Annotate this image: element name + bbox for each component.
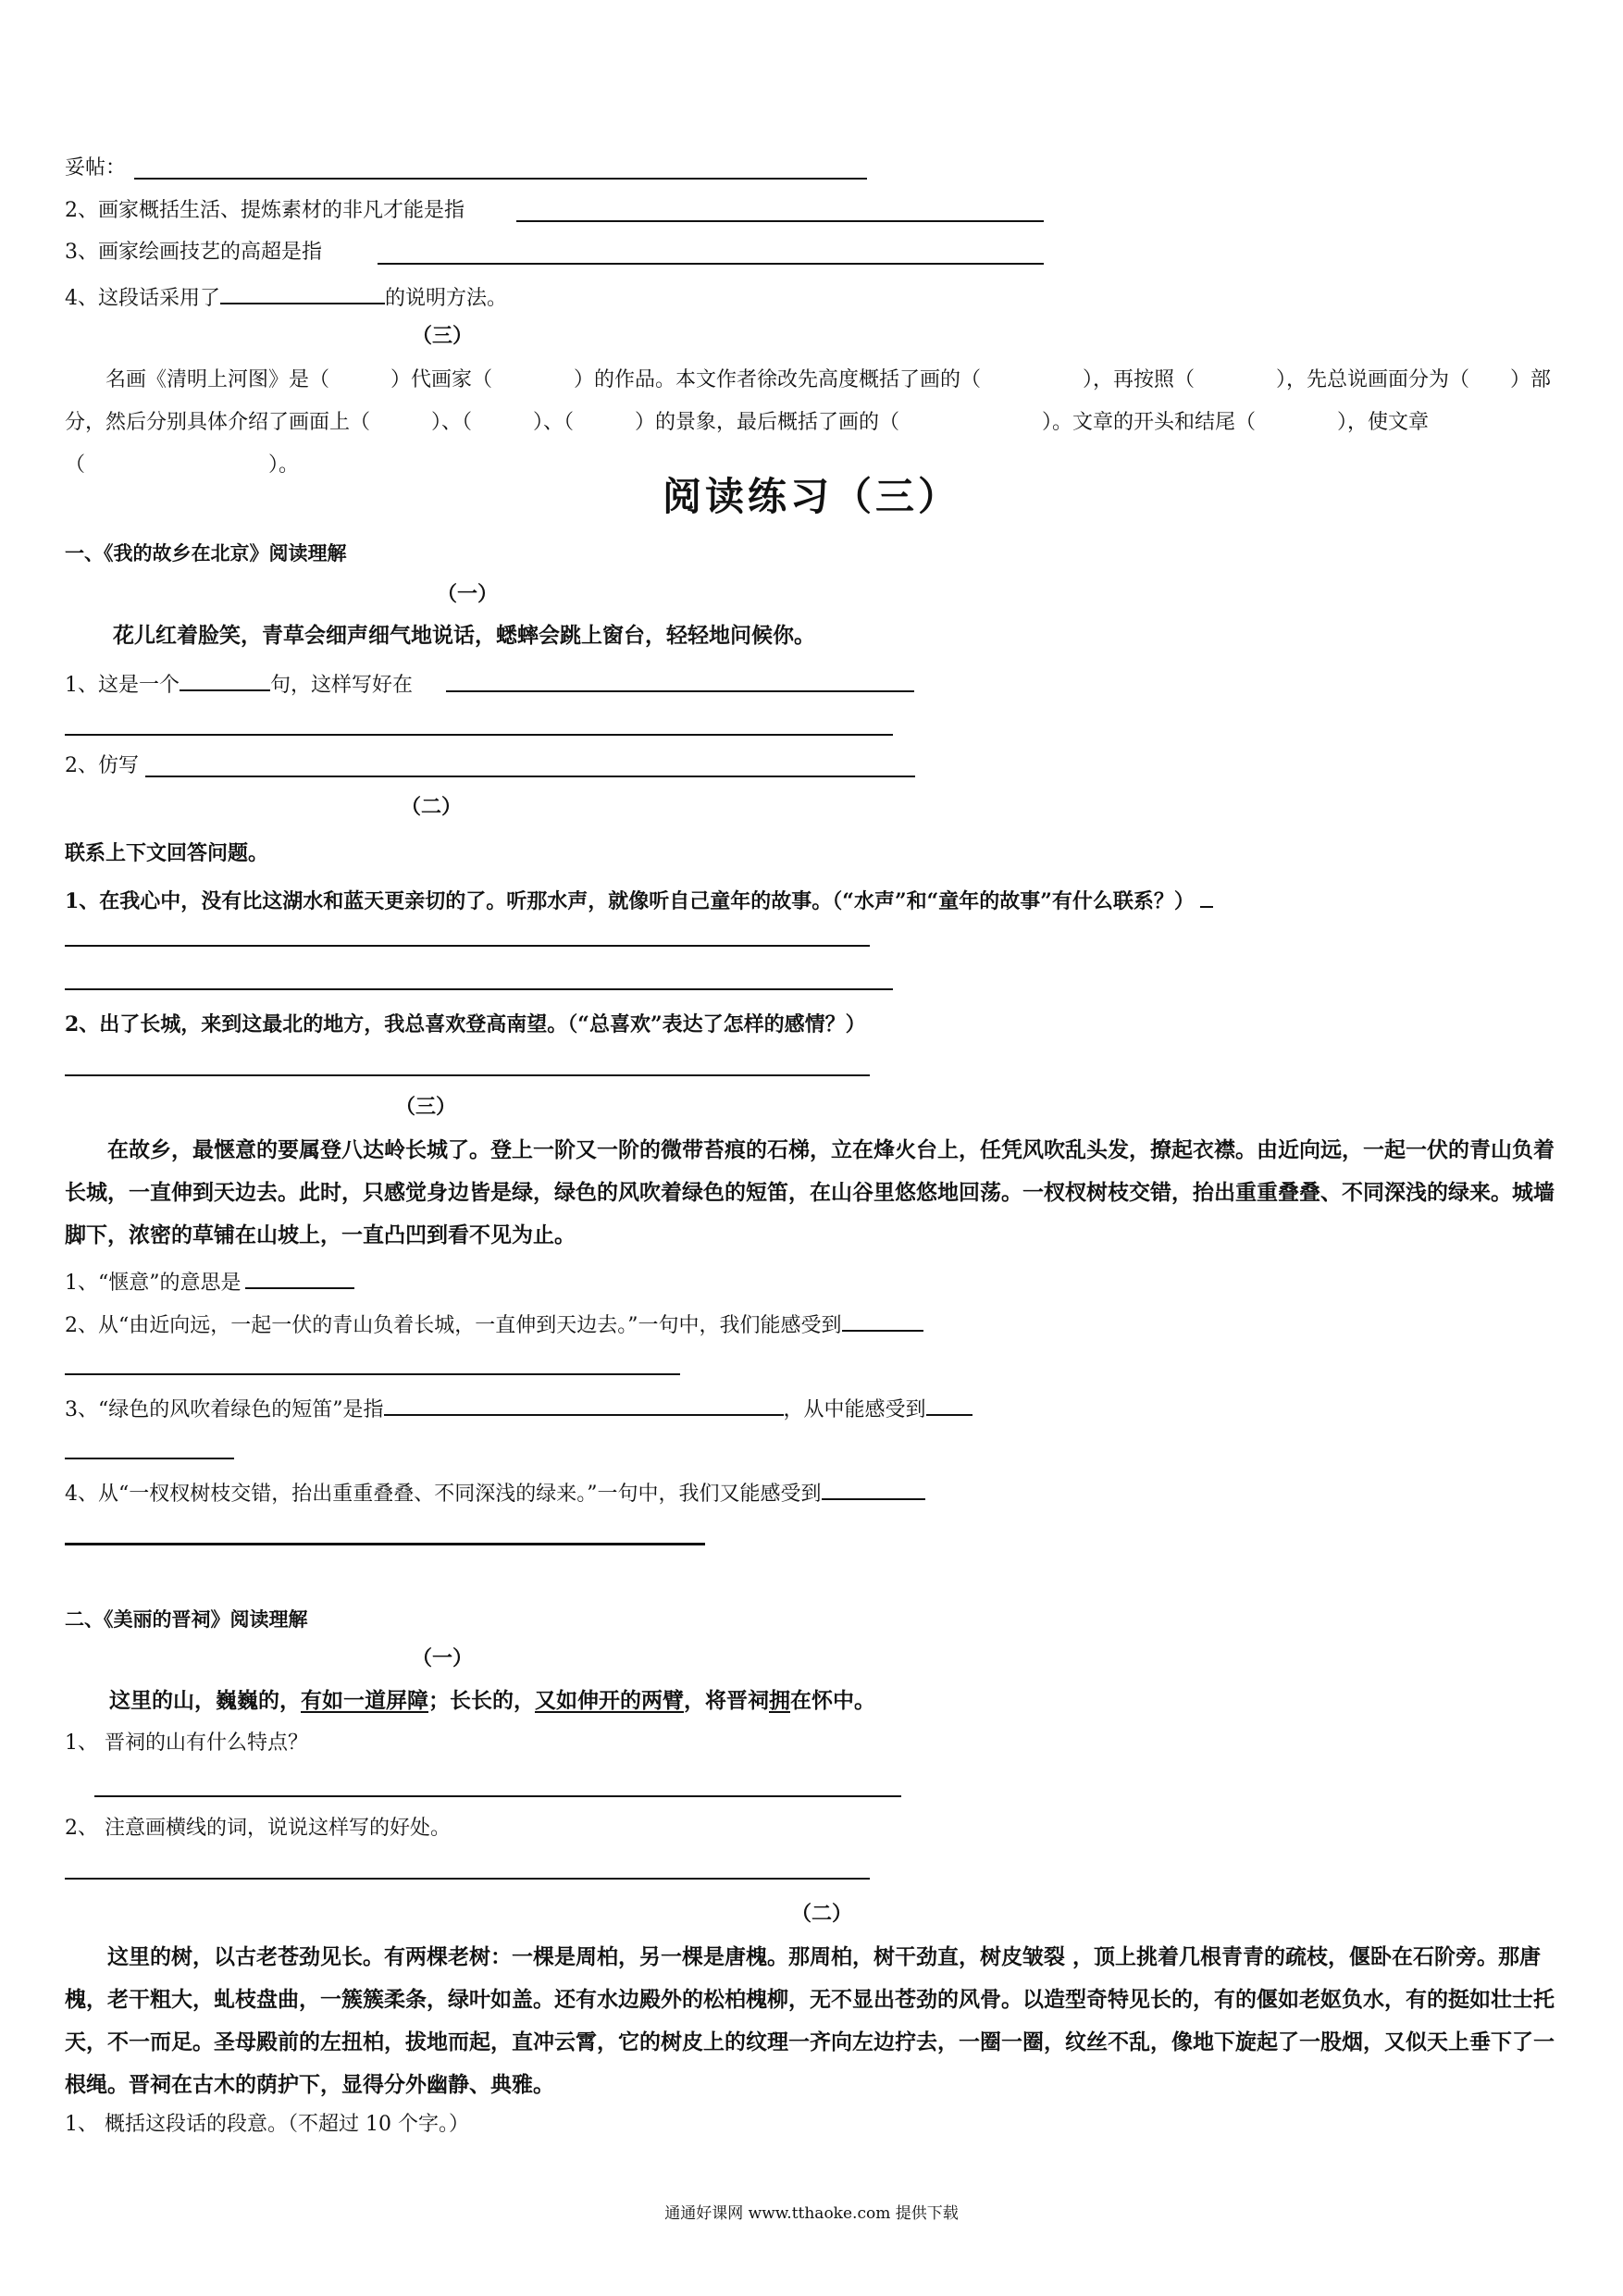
question: 2、出了长城，来到这最北的地方，我总喜欢登高南望。（“总喜欢”表达了怎样的感情？） (65, 1012, 866, 1036)
underlined-word: 有如一道屏障 (301, 1688, 428, 1713)
question-text: 3、“绿色的风吹着绿色的短笛”是指 (65, 1398, 384, 1421)
question: 2、仿写 (65, 754, 139, 777)
question-4-suffix: 的说明方法。 (385, 287, 508, 310)
answer-blank[interactable] (1200, 884, 1213, 908)
answer-blank[interactable] (384, 1392, 784, 1416)
answer-line[interactable] (134, 178, 867, 180)
question-text: 1、在我心中，没有比这湖水和蓝天更亲切的了。听那水声，就像听自己童年的故事。（“水声”和“童年的故事”有什么联系？） (65, 889, 1195, 913)
answer-line[interactable] (65, 1373, 680, 1375)
question (65, 884, 1213, 915)
section-marker: （三） (412, 324, 474, 348)
fill-blank-paragraph: 名画《清明上河图》是（ ）代画家（ ）的作品。本文作者徐改先高度概括了画的（ ），再按照（ ），先总说画面分为（ ）部分，然后分别具体介绍了画面上（ ）、（ ）、（ ）的景象，最后概括了画的（ ）。文章的开头和结尾（ ），使文章（ ）。 (65, 368, 1552, 477)
section-marker: （二） (401, 795, 463, 819)
answer-line[interactable] (378, 263, 1044, 265)
excerpt-text: 花儿红着脸笑，青草会细声细气地说话，蟋蟀会跳上窗台，轻轻地问候你。 (113, 623, 815, 648)
question-text: ，从中能感受到 (783, 1398, 926, 1421)
part2-title: 二、《美丽的晋祠》阅读理解 (65, 1607, 308, 1631)
question: 1、 晋祠的山有什么特点？ (65, 1731, 308, 1755)
answer-line[interactable] (65, 1074, 870, 1076)
section-marker: （三） (395, 1095, 457, 1119)
answer-blank[interactable] (842, 1308, 923, 1332)
excerpt-part: 这里的山，巍巍的， (109, 1688, 301, 1713)
answer-blank[interactable] (926, 1392, 973, 1416)
section-marker: （一） (412, 1646, 474, 1670)
answer-line[interactable] (65, 988, 893, 990)
section-marker: （一） (437, 582, 499, 606)
section-marker: （二） (791, 1902, 853, 1926)
answer-line[interactable] (516, 220, 1044, 222)
answer-blank[interactable] (220, 280, 385, 304)
question-text: 句，这样写好在 (270, 674, 414, 697)
answer-line[interactable] (65, 945, 870, 947)
excerpt-paragraph: 这里的树，以古老苍劲见长。有两棵老树：一棵是周柏，另一棵是唐槐。那周柏，树干劲直，树皮皱裂 ，顶上挑着几根青青的疏枝，偃卧在石阶旁。那唐槐，老干粗大，虬枝盘曲，一簇簇柔条，绿叶如盖。还有水边殿外的松柏槐柳，无不显出苍劲的风骨。以造型奇特见长的，有的偃如老妪负水，有的挺如壮士托天，不一而足。圣母殿前的左扭柏，拔地而起，直冲云霄，它的树皮上的纹理一齐向左边拧去，一圈一圈，纹丝不乱，像地下旋起了一股烟，又似天上垂下了一根绳。晋祠在古木的荫护下，显得分外幽静、典雅。 (65, 1944, 1555, 2097)
question (65, 1476, 925, 1508)
question: 2、 注意画横线的词，说说这样写的好处。 (65, 1817, 451, 1840)
question-4-text: 4、这段话采用了 (65, 287, 220, 310)
question-text: 4、从“一杈杈树枝交错，抬出重重叠叠、不同深浅的绿来。”一句中，我们又能感受到 (65, 1483, 822, 1506)
answer-line[interactable] (65, 734, 893, 736)
answer-line[interactable] (94, 1795, 901, 1797)
page-title: 阅读练习（三） (662, 474, 960, 519)
excerpt-part: ，将晋祠 (684, 1688, 769, 1713)
page-footer: 通通好课网 www.tthaoke.com 提供下载 (664, 2204, 959, 2223)
excerpt-part: ；长长的， (428, 1688, 535, 1713)
question (65, 1265, 354, 1297)
instruction: 联系上下文回答问题。 (65, 841, 269, 865)
question-text: 1、“惬意”的意思是 (65, 1272, 242, 1295)
question-4 (65, 280, 507, 313)
answer-line[interactable] (65, 1878, 870, 1880)
question (65, 1308, 923, 1340)
answer-line[interactable] (65, 1458, 234, 1459)
q1-label: 妥帖： (65, 156, 127, 180)
excerpt-paragraph: 在故乡，最惬意的要属登八达岭长城了。登上一阶又一阶的微带苔痕的石梯，立在烽火台上，任凭风吹乱头发，撩起衣襟。由近向远，一起一伏的青山负着长城，一直伸到天边去。此时，只感觉身边皆是绿，绿色的风吹着绿色的短笛，在山谷里悠悠地回荡。一杈杈树枝交错，抬出重重叠叠、不同深浅的绿来。城墙脚下，浓密的草铺在山坡上，一直凸凹到看不见为止。 (65, 1137, 1555, 1247)
answer-line[interactable] (65, 1543, 705, 1545)
question-text: 2、从“由近向远，一起一伏的青山负着长城，一直伸到天边去。”一句中，我们能感受到 (65, 1314, 842, 1337)
part1-title: 一、《我的故乡在北京》阅读理解 (65, 541, 347, 565)
answer-line[interactable] (446, 690, 914, 692)
question (65, 667, 413, 700)
question (65, 1392, 973, 1424)
question-3: 3、画家绘画技艺的高超是指 (65, 241, 322, 264)
question-2: 2、画家概括生活、提炼素材的非凡才能是指 (65, 199, 465, 222)
excerpt-part: 在怀中。 (790, 1688, 875, 1713)
underlined-word: 又如伸开的两臂 (535, 1688, 684, 1713)
underlined-word: 拥 (769, 1688, 790, 1713)
excerpt-text (109, 1687, 875, 1715)
answer-blank[interactable] (180, 667, 270, 691)
answer-line[interactable] (145, 776, 915, 777)
question: 1、 概括这段话的段意。（不超过 10 个字。） (65, 2113, 469, 2136)
answer-blank[interactable] (822, 1476, 925, 1500)
question-text: 1、这是一个 (65, 674, 180, 697)
answer-blank[interactable] (245, 1265, 354, 1289)
